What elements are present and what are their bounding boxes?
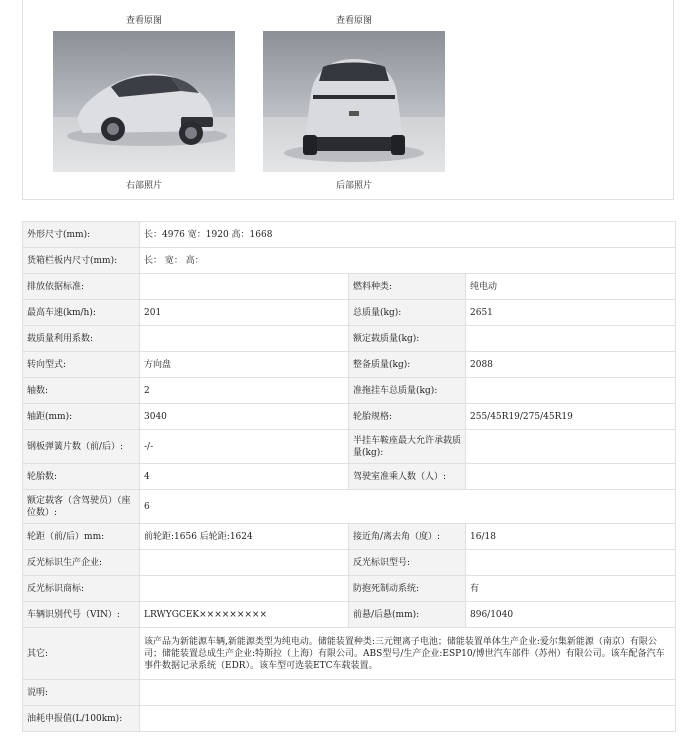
- photo-card-rear: [263, 0, 445, 191]
- table-row: [23, 222, 676, 248]
- photo-card-side: [53, 0, 235, 191]
- table-row: [23, 300, 676, 326]
- spec-label: 最高车速(km/h):: [23, 300, 140, 326]
- photo-panel: [22, 0, 674, 200]
- spec-value: 4: [140, 464, 349, 490]
- spec-value: [466, 326, 676, 352]
- spec-label: 其它:: [23, 628, 140, 680]
- spec-value: [140, 680, 676, 706]
- spec-label: 油耗申报值(L/100km):: [23, 706, 140, 732]
- spec-value: [466, 430, 676, 464]
- spec-label: 载质量利用系数:: [23, 326, 140, 352]
- spec-value: [140, 274, 349, 300]
- spec-label: 反光标识商标:: [23, 576, 140, 602]
- spec-value: 长： 宽： 高：: [140, 248, 676, 274]
- spec-value: 2088: [466, 352, 676, 378]
- spec-value: [140, 326, 349, 352]
- table-row: [23, 680, 676, 706]
- spec-label: 额定载质量(kg):: [349, 326, 466, 352]
- spec-value: [140, 706, 676, 732]
- spec-value: 有: [466, 576, 676, 602]
- table-row: [23, 490, 676, 524]
- spec-label: 接近角/离去角（度）:: [349, 524, 466, 550]
- spec-label: 轮距（前/后）mm:: [23, 524, 140, 550]
- spec-label: 轴数:: [23, 378, 140, 404]
- spec-value: 255/45R19/275/45R19: [466, 404, 676, 430]
- spec-value: 纯电动: [466, 274, 676, 300]
- spec-value: 2651: [466, 300, 676, 326]
- view-original-link[interactable]: 查看原图: [335, 16, 372, 26]
- spec-value: 长：4976 宽：1920 高：1668: [140, 222, 676, 248]
- spec-label: 反光标识生产企业:: [23, 550, 140, 576]
- spec-label: 燃料种类:: [349, 274, 466, 300]
- spec-value: 6: [140, 490, 676, 524]
- view-original-link[interactable]: 查看原图: [125, 16, 162, 26]
- spec-label: 前悬/后悬(mm):: [349, 602, 466, 628]
- spec-label: 总质量(kg):: [349, 300, 466, 326]
- spec-value: 方向盘: [140, 352, 349, 378]
- spec-value: 896/1040: [466, 602, 676, 628]
- car-rear-photo[interactable]: [263, 31, 445, 172]
- spec-label: 额定载客（含驾驶员）（座位数）:: [23, 490, 140, 524]
- photo-caption-side: 右部照片: [125, 181, 162, 191]
- spec-label: 半挂车鞍座最大允许承载质量(kg):: [349, 430, 466, 464]
- spec-label: 整备质量(kg):: [349, 352, 466, 378]
- spec-value: [466, 464, 676, 490]
- spec-value: LRWYGCEK×××××××××: [140, 602, 349, 628]
- spec-label: 排放依据标准:: [23, 274, 140, 300]
- table-row: [23, 550, 676, 576]
- table-row: [23, 352, 676, 378]
- photo-caption-rear: 后部照片: [335, 181, 372, 191]
- car-side-photo[interactable]: [53, 31, 235, 172]
- spec-label: 轮胎数:: [23, 464, 140, 490]
- table-row: [23, 706, 676, 732]
- spec-value: [140, 576, 349, 602]
- table-row: [23, 430, 676, 464]
- spec-label: 准拖挂车总质量(kg):: [349, 378, 466, 404]
- table-row: [23, 404, 676, 430]
- spec-label: 防抱死制动系统:: [349, 576, 466, 602]
- spec-value: [466, 378, 676, 404]
- spec-label: 外形尺寸(mm):: [23, 222, 140, 248]
- table-row: [23, 524, 676, 550]
- spec-value: 2: [140, 378, 349, 404]
- spec-value: 16/18: [466, 524, 676, 550]
- table-row: [23, 248, 676, 274]
- spec-value: 201: [140, 300, 349, 326]
- spec-label: 车辆识别代号（VIN）:: [23, 602, 140, 628]
- table-row: [23, 628, 676, 680]
- spec-value: [140, 550, 349, 576]
- table-row: [23, 602, 676, 628]
- spec-value: -/-: [140, 430, 349, 464]
- spec-label: 轮胎规格:: [349, 404, 466, 430]
- spec-label: 转向型式:: [23, 352, 140, 378]
- spec-label: 驾驶室准乘人数（人）:: [349, 464, 466, 490]
- spec-value: 前轮距:1656 后轮距:1624: [140, 524, 349, 550]
- vehicle-spec-table: [22, 221, 676, 732]
- spec-label: 反光标识型号:: [349, 550, 466, 576]
- spec-label: 轴距(mm):: [23, 404, 140, 430]
- table-row: [23, 378, 676, 404]
- spec-label: 钢板弹簧片数（前/后）:: [23, 430, 140, 464]
- table-row: [23, 464, 676, 490]
- spec-label: 说明:: [23, 680, 140, 706]
- table-row: [23, 576, 676, 602]
- table-row: [23, 326, 676, 352]
- table-row: [23, 274, 676, 300]
- spec-value: 3040: [140, 404, 349, 430]
- spec-value: [466, 550, 676, 576]
- spec-value: 该产品为新能源车辆,新能源类型为纯电动。储能装置种类:三元锂离子电池；储能装置单体生产企业:爱尔集新能源（南京）有限公司；储能装置总成生产企业:特斯拉（上海）有限公司。ABS型号/生产企业:ESP10/博世汽车部件（苏州）有限公司。该车配备汽车事件数据记录系统（EDR）。该车型可选装ETC车载装置。: [140, 628, 676, 680]
- spec-label: 货箱栏板内尺寸(mm):: [23, 248, 140, 274]
